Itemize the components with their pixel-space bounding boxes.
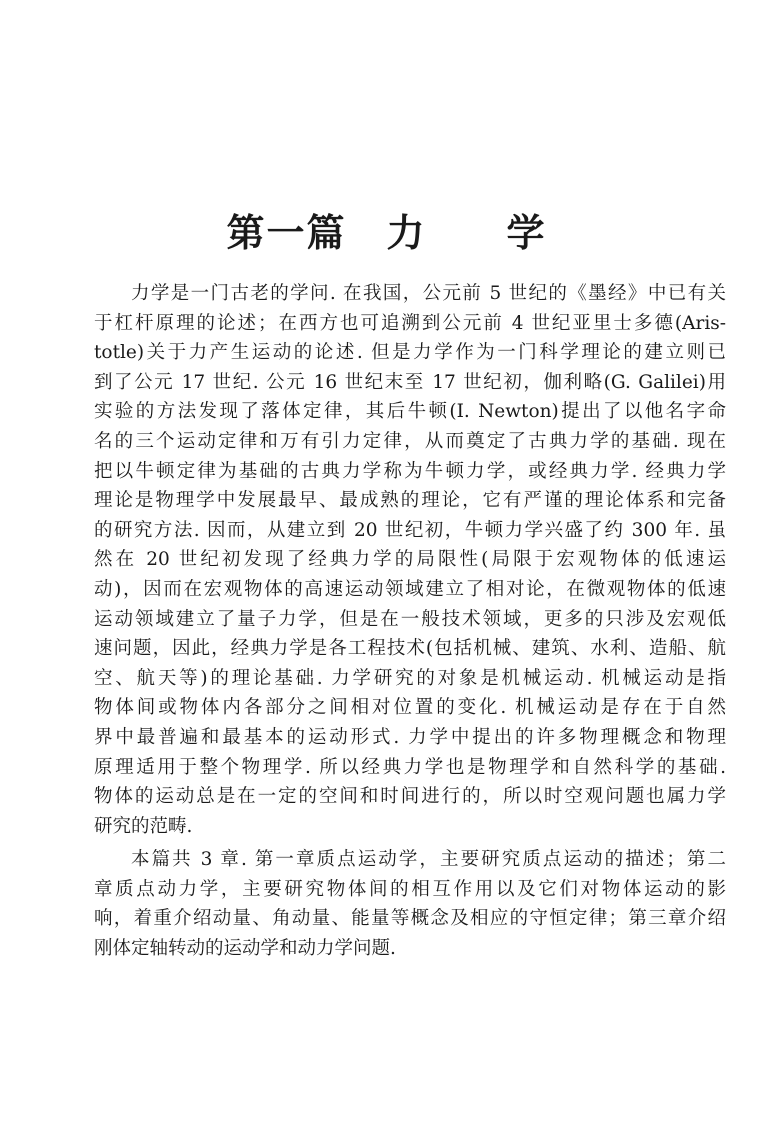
- text-line: 章质点动力学，主要研究物体间的相互作用以及它们对物体运动的影: [94, 878, 726, 900]
- text-line: 名的三个运动定律和万有引力定律，从而奠定了古典力学的基础. 现在: [94, 430, 726, 452]
- text-line: 然在 20 世纪初发现了经典力学的局限性(局限于宏观物体的低速运: [94, 549, 726, 571]
- text-line: 运动领域建立了量子力学，但是在一般技术领域，更多的只涉及宏观低: [94, 608, 726, 630]
- text-line: 物体间或物体内各部分之间相对位置的变化. 机械运动是存在于自然: [94, 697, 726, 719]
- text-line: 原理适用于整个物理学. 所以经典力学也是物理学和自然科学的基础.: [94, 756, 726, 778]
- text-line: 动)，因而在宏观物体的高速运动领域建立了相对论，在微观物体的低速: [94, 578, 726, 600]
- text-line: 响，着重介绍动量、角动量、能量等概念及相应的守恒定律；第三章介绍: [94, 908, 726, 930]
- text-line: 理论是物理学中发展最早、最成熟的理论，它有严谨的理论体系和完备: [94, 490, 726, 512]
- text-line: 力学是一门古老的学问. 在我国，公元前 5 世纪的《墨经》中已有关: [131, 283, 726, 304]
- text-line: 把以牛顿定律为基础的古典力学称为牛顿力学，或经典力学. 经典力学: [94, 460, 726, 482]
- text-line: 于杠杆原理的论述；在西方也可追溯到公元前 4 世纪亚里士多德(Aris-: [94, 312, 726, 334]
- text-line: 本篇共 3 章. 第一章质点运动学，主要研究质点运动的描述；第二: [131, 849, 726, 871]
- paragraph-chapter-overview: [94, 845, 726, 963]
- text-line: 空、航天等)的理论基础. 力学研究的对象是机械运动. 机械运动是指: [94, 667, 726, 689]
- text-line: 物体的运动总是在一定的空间和时间进行的，所以时空观问题也属力学: [94, 786, 726, 808]
- text-line: 速问题，因此，经典力学是各工程技术(包括机械、建筑、水利、造船、航: [94, 638, 726, 660]
- text-line: 的研究方法. 因而，从建立到 20 世纪初，牛顿力学兴盛了约 300 年. 虽: [94, 519, 726, 541]
- page-title: 第一篇 力 学: [226, 211, 547, 255]
- text-line: 实验的方法发现了落体定律，其后牛顿(I. Newton)提出了以他名字命: [94, 401, 726, 423]
- text-line: totle)关于力产生运动的论述. 但是力学作为一门科学理论的建立则已: [94, 342, 726, 364]
- text-line: 界中最普遍和最基本的运动形式. 力学中提出的许多物理概念和物理: [94, 726, 726, 748]
- body-text: [94, 279, 726, 964]
- text-line: 到了公元 17 世纪. 公元 16 世纪末至 17 世纪初，伽利略(G. Galilei)用: [94, 371, 726, 393]
- paragraph-intro: [94, 279, 726, 841]
- text-line: 刚体定轴转动的运动学和动力学问题.: [94, 938, 396, 960]
- text-line: 研究的范畴.: [94, 815, 193, 837]
